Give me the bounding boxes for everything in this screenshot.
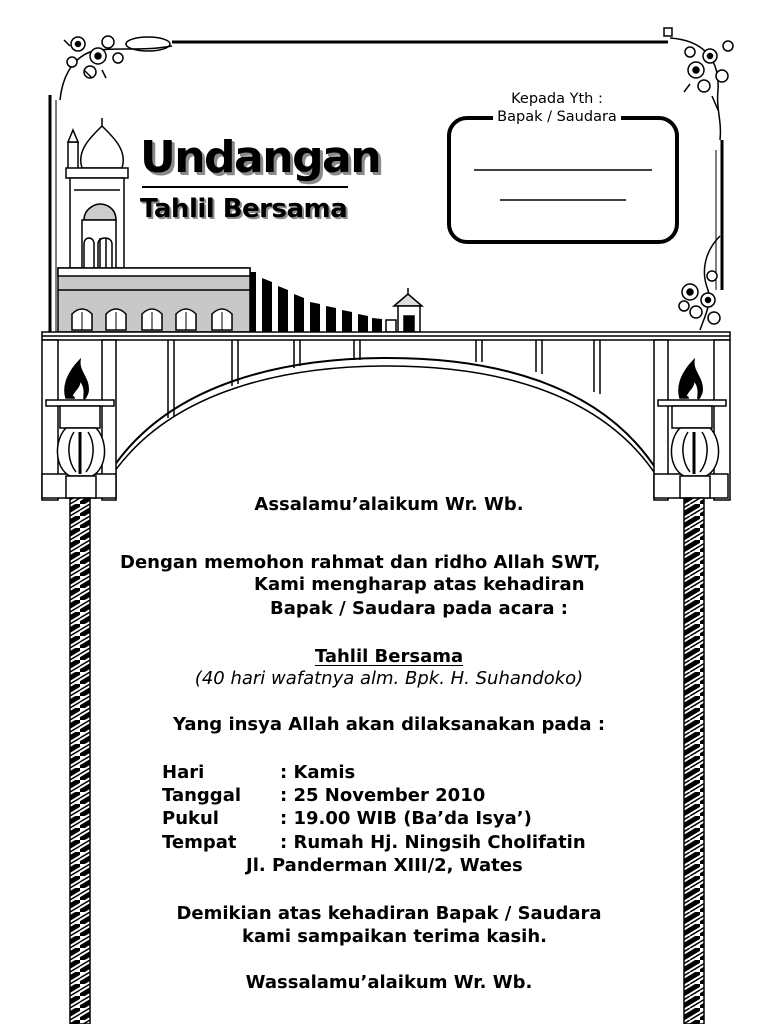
recipient-label-line2: Bapak / Saudara	[452, 108, 662, 126]
event-name: Tahlil Bersama	[314, 646, 464, 667]
schedule-intro: Yang insya Allah akan dilaksanakan pada :	[172, 714, 606, 735]
floral-ornament-right	[679, 236, 720, 330]
address-line: Jl. Panderman XIII/2, Wates	[246, 855, 523, 876]
right-rope-column	[684, 498, 704, 1024]
intro-line-2: Kami mengharap atas kehadiran	[254, 574, 585, 595]
intro-line-3: Bapak / Saudara pada acara :	[270, 598, 569, 619]
intro-line-1: Dengan memohon rahmat dan ridho Allah SWT,	[120, 552, 601, 573]
opening-greeting: Assalamu’alaikum Wr. Wb.	[254, 494, 524, 515]
invitation-title: Undangan	[140, 132, 381, 183]
detail-row-pukul: Pukul : 19.00 WIB (Ba’da Isya’)	[162, 808, 532, 829]
floral-ornament-top-left	[60, 36, 172, 100]
invitation-subtitle: Tahlil Bersama	[140, 194, 348, 224]
title-underline	[142, 186, 348, 188]
event-note: (40 hari wafatnya alm. Bpk. H. Suhandoko)	[194, 668, 584, 689]
floral-ornament-top-right	[670, 38, 733, 140]
recipient-label-line1: Kepada Yth :	[511, 91, 603, 107]
detail-row-tanggal: Tanggal : 25 November 2010	[162, 785, 486, 806]
recipient-box	[449, 118, 677, 242]
closing-greeting: Wassalamu’alaikum Wr. Wb.	[245, 972, 533, 993]
small-gate-kiosk	[386, 288, 422, 332]
closing-line-2: kami sampaikan terima kasih.	[242, 926, 548, 947]
left-pillar	[42, 340, 116, 500]
stair-railing	[250, 272, 382, 332]
closing-line-1: Demikian atas kehadiran Bapak / Saudara	[176, 903, 602, 924]
detail-row-tempat: Tempat : Rumah Hj. Ningsih Cholifatin	[162, 832, 586, 853]
detail-row-hari: Hari : Kamis	[162, 762, 356, 783]
bridge-deck	[42, 332, 730, 478]
right-pillar	[654, 340, 730, 500]
left-rope-column	[70, 498, 90, 1024]
